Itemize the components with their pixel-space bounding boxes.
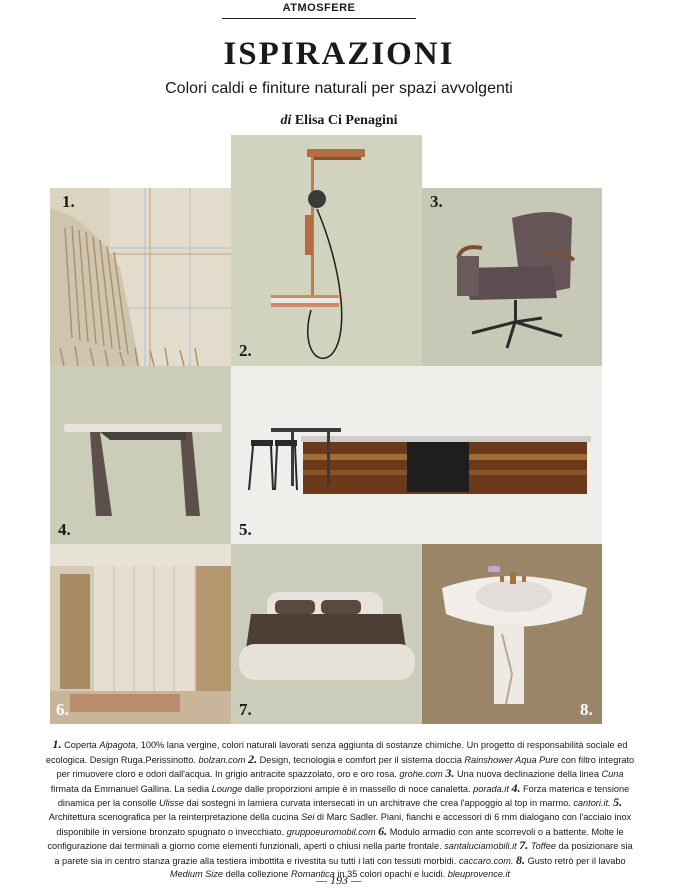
panel-washbasin xyxy=(422,544,602,724)
panel-number: 2. xyxy=(239,341,252,360)
caption-num: 8. xyxy=(516,852,526,867)
panel-number: 6. xyxy=(56,700,69,719)
panel-plaid xyxy=(50,188,231,366)
byline xyxy=(0,113,678,129)
panel-number: 7. xyxy=(239,700,252,719)
panel-number: 8. xyxy=(580,700,593,719)
caption-link: caccaro.com. xyxy=(458,855,514,866)
armchair-image xyxy=(422,188,602,366)
caption-seg: , 100% lana vergine, colori naturali lavorati senza aggiunta di sostanze chimiche. Un progetto di responsabilità sociale ed ecologica. Design Ruga.Perissinotto. xyxy=(45,740,628,765)
console-image xyxy=(50,366,231,544)
plaid-image xyxy=(50,188,231,366)
kitchen-image xyxy=(231,366,602,544)
caption-em: Rainshower Aqua Pure xyxy=(464,754,559,765)
caption-seg: Architettura scenografica per la reinterpretazione della cucina xyxy=(48,811,302,822)
caption-em: Sei xyxy=(301,811,315,822)
section-label: ATMOSFERE xyxy=(222,0,416,19)
caption-link: grohe.com xyxy=(399,769,443,780)
caption-num: 5. xyxy=(613,795,623,810)
shower-image xyxy=(231,135,422,366)
caption-link: santaluciamobili.it xyxy=(444,841,517,852)
caption-em: Toffee xyxy=(530,841,557,852)
caption-num: 6. xyxy=(378,823,388,838)
panel-shower xyxy=(231,135,422,366)
panel-number: 5. xyxy=(239,520,252,539)
caption-link: porada.it xyxy=(473,783,509,794)
caption-seg: Gusto retrò per il lavabo xyxy=(525,855,626,866)
caption-seg: in 35 colori opachi e lucidi. xyxy=(334,869,448,880)
panel-armchair xyxy=(422,188,602,366)
panel-number: 3. xyxy=(430,192,443,211)
caption-em: Romantica xyxy=(290,869,335,880)
caption-num: 2. xyxy=(248,751,258,766)
panel-number: 4. xyxy=(58,520,71,539)
caption-em: Ulisse xyxy=(158,798,184,809)
page-subtitle: Colori caldi e finiture naturali per spazi avvolgenti xyxy=(165,80,513,97)
washbasin-image xyxy=(422,544,602,724)
caption-num: 1. xyxy=(52,737,62,751)
panel-console xyxy=(50,366,231,544)
panel-bed xyxy=(231,544,422,724)
panel-wardrobe xyxy=(50,544,231,724)
caption-seg: Una nuova declinazione della linea xyxy=(454,769,602,780)
caption-seg: con filtro integrato per rimuovere cloro e odori dall'acqua. In grigio antracite spazzolato, oro e oro rosa. xyxy=(56,754,635,780)
caption-em: Lounge xyxy=(211,783,243,794)
caption-seg: della collezione xyxy=(223,869,291,880)
panel-kitchen xyxy=(231,366,602,544)
page-title: ISPIRAZIONI xyxy=(223,36,455,72)
caption-link: bleuprovence.it xyxy=(447,869,511,880)
wardrobe-image xyxy=(50,544,231,724)
caption-seg: di Marc Sadler. Piani, fianchi e accessori di 6 mm dialogano con l'acciaio inox disponibile in versione bronzato spugnato o invecchiato. xyxy=(56,811,632,837)
caption-text xyxy=(44,738,636,882)
caption-seg: Design, tecnologia e comfort per il sistema doccia xyxy=(257,754,465,765)
caption-seg: dai sostegni in lamiera curvata intersecati in un architrave che crea l'appoggio al top in marmo. xyxy=(183,798,574,809)
byline-prefix: di xyxy=(280,113,292,128)
caption-seg: da posizionare sia a parete sia in centro stanza grazie alla testiera imbottita e rivestita su tutti i lati con tessuti morbidi. xyxy=(54,841,633,866)
caption-em: Medium Size xyxy=(169,869,224,880)
panel-number: 1. xyxy=(62,192,75,211)
caption-link: bolzan.com xyxy=(198,754,246,765)
caption-num: 4. xyxy=(511,780,521,795)
bed-image xyxy=(231,544,422,724)
caption-seg: Forza materica e tensione dinamica per la consolle xyxy=(57,783,630,809)
page-number: — 193 — xyxy=(316,873,362,887)
caption-em: Alpagota xyxy=(99,740,136,750)
caption-link: gruppoeuromobil.com xyxy=(286,826,376,837)
caption-em: Cuna xyxy=(601,769,624,780)
caption-seg: Modulo armadio con ante scorrevoli o a battente. Molte le configurazione dai terminali a giorno come elementi funzionali, aperti o chiusi nella parte frontale. xyxy=(47,826,624,852)
caption-seg: firmata da Emmanuel Gallina. La sedia xyxy=(50,783,212,794)
caption-num: 3. xyxy=(445,766,455,781)
caption-seg: Coperta xyxy=(61,740,100,750)
author-name: Elisa Ci Penagini xyxy=(294,113,398,128)
caption-num: 7. xyxy=(519,838,529,853)
caption-link: cantori.it. xyxy=(573,798,611,809)
caption-seg: dalle proporzioni ampie è in massello di noce canaletta. xyxy=(242,783,474,794)
